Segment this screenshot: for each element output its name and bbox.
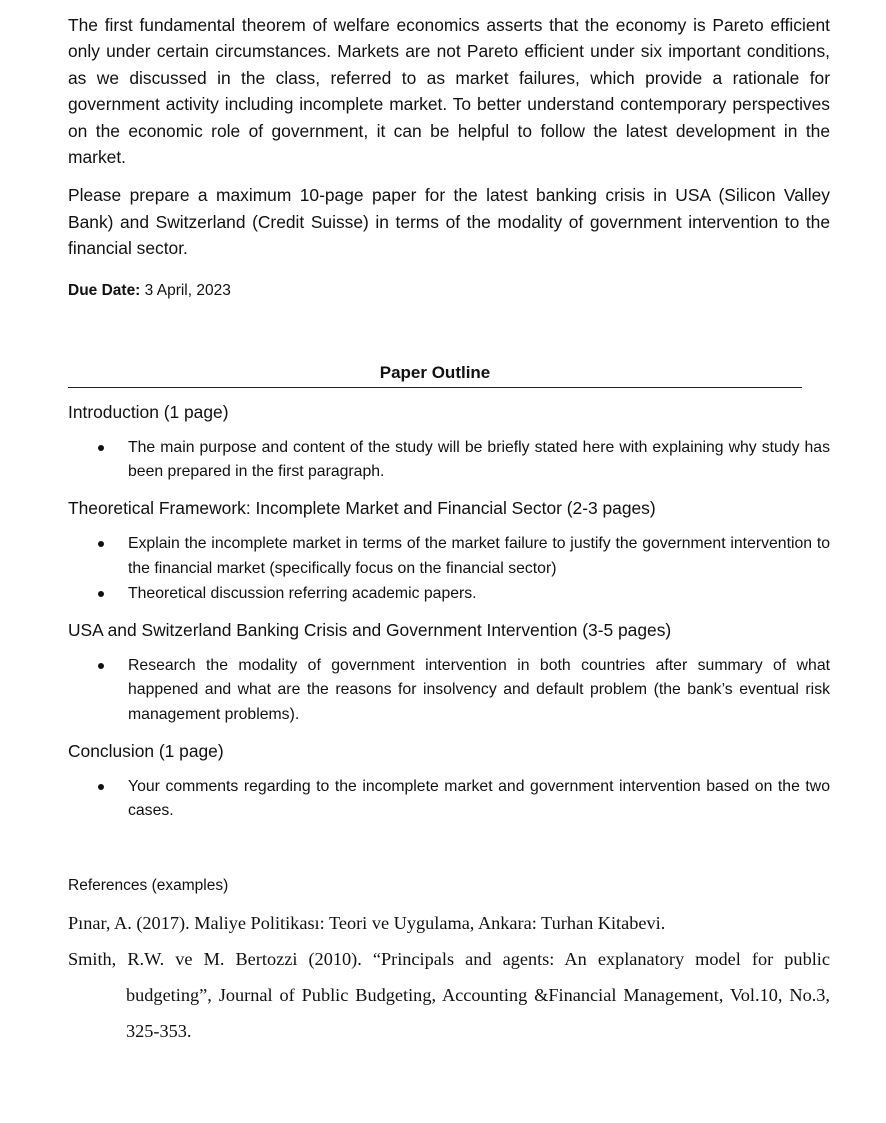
reference-item: Smith, R.W. ve M. Bertozzi (2010). “Principals and agents: An explanatory model for public budgeting”, Journal of Public Budgeting, Accounting &Financial Management, Vol.10, No.3, 325-353. (68, 948, 830, 1041)
bullet-list (68, 775, 830, 824)
bullet-text: Explain the incomplete market in terms of the market failure to justify the government intervention to the financial market (specifically focus on the financial sector) (128, 535, 830, 577)
section-heading: Theoretical Framework: Incomplete Market and Financial Sector (2-3 pages) (68, 498, 656, 519)
bullet-item (68, 775, 830, 824)
bullet-dot-icon (98, 541, 104, 547)
bullet-item (68, 436, 830, 485)
outline-section-banking-crisis (68, 620, 830, 727)
due-date (68, 282, 830, 300)
outline-title: Paper Outline (68, 363, 802, 388)
bullet-list (68, 654, 830, 727)
bullet-dot-icon (98, 591, 104, 597)
bullet-text: Research the modality of government intervention in both countries after summary of what happened and what are the reasons for insolvency and default problem (the bank’s eventual risk management problems). (128, 657, 830, 723)
references-list (68, 905, 830, 1049)
bullet-item (68, 582, 830, 606)
due-date-label: Due Date: (68, 281, 141, 299)
bullet-dot-icon (98, 784, 104, 790)
section-heading: Conclusion (1 page) (68, 741, 224, 762)
bullet-dot-icon (98, 445, 104, 451)
outline-section-conclusion (68, 741, 830, 824)
bullet-dot-icon (98, 663, 104, 669)
intro-paragraph-1: The first fundamental theorem of welfare economics asserts that the economy is Pareto efficient only under certain circumstances. Markets are not Pareto efficient under six important conditions, as we discussed in the class, referred to as market failures, which provide a rationale for government activity including incomplete market. To better understand contemporary perspectives on the economic role of government, it can be helpful to follow the latest development in the market. (68, 15, 830, 168)
bullet-item (68, 654, 830, 727)
section-heading: USA and Switzerland Banking Crisis and Government Intervention (3-5 pages) (68, 620, 672, 641)
section-heading: Introduction (1 page) (68, 401, 229, 422)
due-date-value: 3 April, 2023 (140, 281, 231, 299)
bullet-text: Your comments regarding to the incomplete market and government intervention based on the two cases. (128, 778, 830, 820)
bullet-list (68, 532, 830, 606)
document-page (68, 12, 830, 1049)
outline-section-theoretical-framework (68, 498, 830, 606)
intro-paragraph-2: Please prepare a maximum 10-page paper for the latest banking crisis in USA (Silicon Valley Bank) and Switzerland (Credit Suisse) in terms of the modality of government intervention to the financial sector. (68, 185, 830, 259)
bullet-text: Theoretical discussion referring academic papers. (128, 584, 477, 602)
bullet-item (68, 532, 830, 581)
outline-section-introduction (68, 402, 830, 485)
bullet-text: The main purpose and content of the study will be briefly stated here with explaining why study has been prepared in the first paragraph. (128, 438, 830, 480)
bullet-list (68, 436, 830, 485)
reference-item: Pınar, A. (2017). Maliye Politikası: Teori ve Uygulama, Ankara: Turhan Kitabevi. (68, 912, 666, 933)
references-heading: References (examples) (68, 876, 229, 894)
